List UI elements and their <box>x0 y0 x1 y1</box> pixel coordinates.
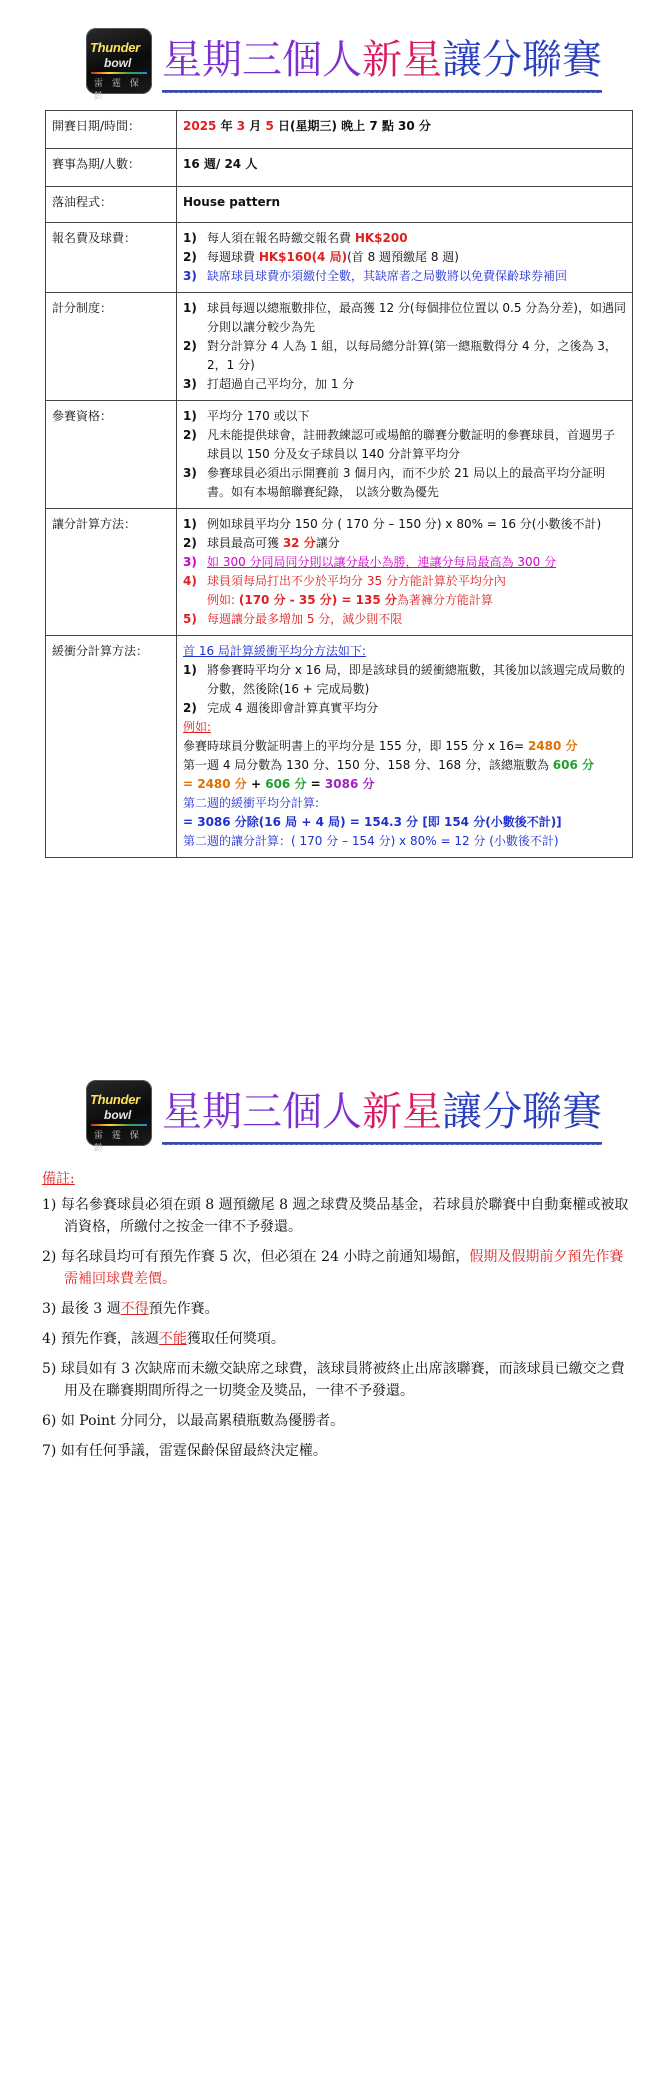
list-item: 3) 缺席球員球費亦須繳付全數，其缺席者之局數將以免費保齡球券補回 <box>183 269 568 283</box>
list-item: 2) 球員最高可獲 32 分讓分 <box>183 536 340 550</box>
list-item: 2) 每週球費 HK$160(4 局)(首 8 週預繳尾 8 週) <box>183 250 459 264</box>
scoring-cell <box>177 293 633 401</box>
list-item: 4) 球員須每局打出不少於平均分 35 分方能計算於平均分內 例如: (170 分 - 35 分) = 135 分為著褲分方能計算 <box>183 574 506 607</box>
fees-cell <box>177 223 633 293</box>
list-item: 1) 平均分 170 或以下 <box>183 409 310 423</box>
league-info-table <box>45 110 633 858</box>
example-line: 參賽時球員分數証明書上的平均分是 155 分，即 155 分 x 16= 2480 分 <box>183 739 578 753</box>
table-row <box>46 636 633 858</box>
page-title: 星期三個人新星讓分聯賽 <box>162 37 602 83</box>
table-row <box>46 149 633 187</box>
example-line: 第二週的讓分計算：( 170 分 – 154 分) x 80% = 12 分 (小數後不計) <box>183 834 559 848</box>
row-label: 落油程式： <box>46 187 177 223</box>
row-label: 報名費及球費： <box>46 223 177 293</box>
note-item: 3) 最後 3 週不得預先作賽。 <box>42 1301 219 1317</box>
table-row <box>46 187 633 223</box>
list-item: 3) 打超過自己平均分，加 1 分 <box>183 377 355 391</box>
page-header <box>86 1080 606 1158</box>
list-item: 2) 完成 4 週後即會計算真實平均分 <box>183 701 379 715</box>
table-row <box>46 293 633 401</box>
page-header <box>86 28 606 106</box>
page-title: 星期三個人新星讓分聯賽 <box>162 1089 602 1135</box>
oil-pattern-value: House pattern <box>177 187 633 223</box>
note-item: 2) 每名球員均可有預先作賽 5 次，但必須在 24 小時之前通知場館，假期及假期前夕預先作賽需補回球費差價。 <box>42 1249 624 1287</box>
row-label: 開賽日期/時間： <box>46 111 177 149</box>
title-underline <box>162 90 602 93</box>
list-item: 3) 參賽球員必須出示開賽前 3 個月內，而不少於 21 局以上的最高平均分証明書。如有本場館聯賽紀錄， 以該分數為優先 <box>183 466 606 499</box>
note-item: 4) 預先作賽，該週不能獲取任何獎項。 <box>42 1331 285 1347</box>
row-label: 緩衝分計算方法： <box>46 636 177 858</box>
table-row <box>46 223 633 293</box>
example-line: 第一週 4 局分數為 130 分、150 分、158 分、168 分，該總瓶數為 606 分 <box>183 758 595 772</box>
note-item: 6) 如 Point 分同分，以最高累積瓶數為優勝者。 <box>42 1413 345 1429</box>
table-row <box>46 401 633 509</box>
notes-heading: 備註: <box>42 1171 75 1187</box>
example-line: = 3086 分除(16 局 + 4 局) = 154.3 分 [即 154 分(小數後不計)] <box>183 815 562 829</box>
example-line: = 2480 分 + 606 分 = 3086 分 <box>183 777 375 791</box>
example-line: 第二週的緩衝平均分計算: <box>183 796 320 810</box>
note-item: 1) 每名參賽球員必須在頭 8 週預繳尾 8 週之球費及獎品基金，若球員於聯賽中自動棄權或被取消資格，所繳付之按金一律不予發還。 <box>42 1197 629 1235</box>
list-item: 1) 每人須在報名時繳交報名費 HK$200 <box>183 231 408 245</box>
thunder-bowl-logo: Thunder bowl 雷 霆 保 齡 <box>86 1080 152 1146</box>
duration-value: 16 週/ 24 人 <box>177 149 633 187</box>
list-item: 1) 例如球員平均分 150 分 ( 170 分 – 150 分) x 80% = 16 分(小數後不計) <box>183 517 602 531</box>
table-row <box>46 509 633 636</box>
buffer-heading: 首 16 局計算緩衝平均分方法如下: <box>183 644 366 658</box>
thunder-bowl-logo: Thunder bowl 雷 霆 保 齡 <box>86 28 152 94</box>
list-item: 1) 球員每週以總瓶數排位，最高獲 12 分(每個排位位置以 0.5 分為分差)，如遇同分則以讓分較少為先 <box>183 301 626 334</box>
row-label: 參賽資格： <box>46 401 177 509</box>
title-underline <box>162 1142 602 1145</box>
note-item: 7) 如有任何爭議，雷霆保齡保留最終決定權。 <box>42 1443 327 1459</box>
row-label: 讓分計算方法： <box>46 509 177 636</box>
row-label: 計分制度： <box>46 293 177 401</box>
table-row <box>46 111 633 149</box>
handicap-cell <box>177 509 633 636</box>
row-label: 賽事為期/人數： <box>46 149 177 187</box>
list-item: 3) 如 300 分同局同分則以讓分最小為勝，連讓分每局最高為 300 分 <box>183 555 557 569</box>
list-item: 1) 將參賽時平均分 x 16 局，即是該球員的緩衝總瓶數，其後加以該週完成局數的分數，然後除(16 + 完成局數) <box>183 663 625 696</box>
start-date-value: 2025 年 3 月 5 日(星期三) 晚上 7 點 30 分 <box>177 111 633 149</box>
notes-section <box>42 1168 632 1470</box>
list-item: 2) 凡未能提供球會，註冊教練認可或場館的聯賽分數証明的參賽球員，首週男子球員以 150 分及女子球員以 140 分計算平均分 <box>183 428 616 461</box>
list-item: 5) 每週讓分最多增加 5 分，減少則不限 <box>183 612 403 626</box>
buffer-cell <box>177 636 633 858</box>
example-label: 例如: <box>183 720 212 734</box>
list-item: 2) 對分計算分 4 人為 1 組，以每局總分計算(第一總瓶數得分 4 分，之後為 3，2，1 分) <box>183 339 617 372</box>
note-item: 5) 球員如有 3 次缺席而未繳交缺席之球費，該球員將被終止出席該聯賽，而該球員已繳交之費用及在聯賽期間所得之一切獎金及獎品，一律不予發還。 <box>42 1361 625 1399</box>
eligibility-cell <box>177 401 633 509</box>
